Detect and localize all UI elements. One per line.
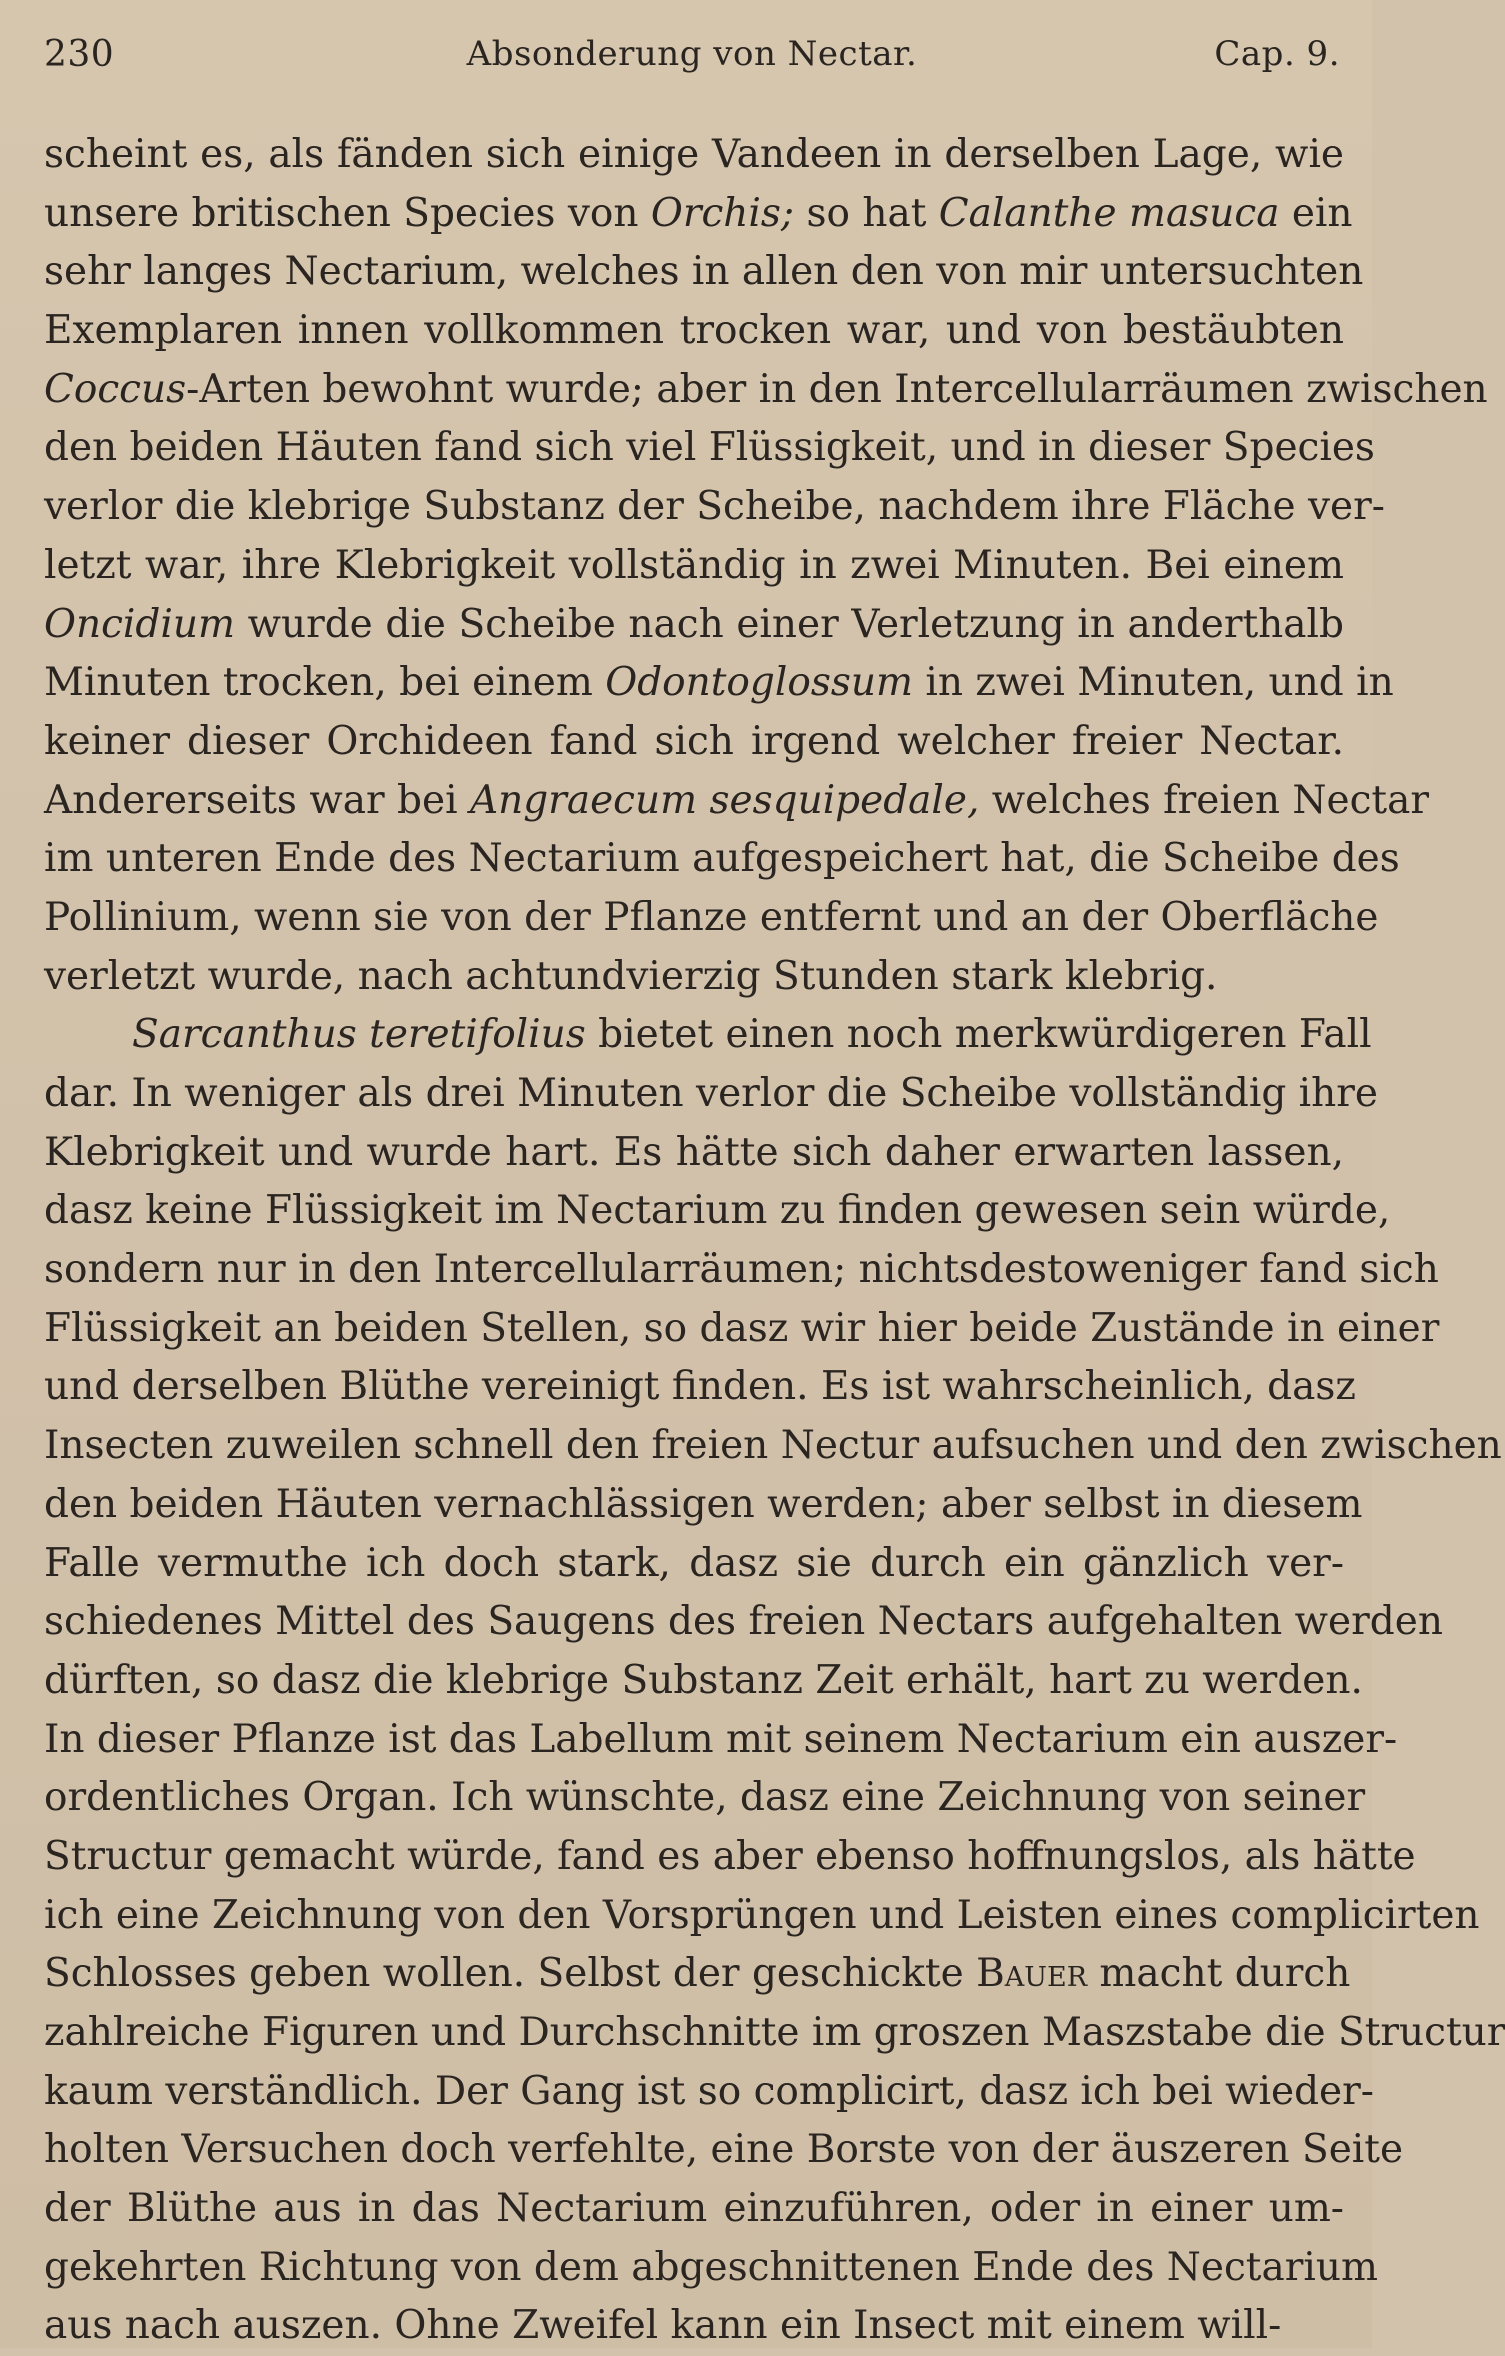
- text-segment: schiedenes Mittel des Saugens des freien Nectars aufgehalten werden: [44, 1599, 1443, 1645]
- text-segment: den beiden Häuten vernachlässigen werden; aber selbst in diesem: [44, 1481, 1363, 1527]
- text-segment: In dieser Pflanze ist das Labellum mit seinem Nectarium ein auszer-: [44, 1716, 1398, 1762]
- text-segment: Sarcanthus teretifolius: [132, 1012, 586, 1058]
- page-number: 230: [44, 34, 115, 75]
- text-segment: Angraecum sesquipedale,: [469, 777, 980, 823]
- text-segment: im unteren Ende des Nectarium aufgespeichert hat, die Scheibe des: [44, 836, 1400, 882]
- text-line: [44, 1887, 1480, 1946]
- text-line: [44, 419, 1375, 478]
- text-segment: ich eine Zeichnung von den Vorsprüngen und Leisten eines complicirten: [44, 1892, 1480, 1938]
- text-segment: gekehrten Richtung von dem abgeschnittenen Ende des Nectarium: [44, 2244, 1378, 2290]
- text-segment: wurde die Scheibe nach einer Verletzung in anderthalb: [234, 601, 1344, 647]
- text-segment: Klebrigkeit und wurde hart. Es hätte sich daher erwarten lassen,: [44, 1129, 1344, 1175]
- text-segment: Exemplaren innen vollkommen trocken war, und von bestäubten: [44, 308, 1344, 354]
- text-segment: und derselben Blüthe vereinigt finden. Es ist wahrscheinlich, dasz: [44, 1364, 1356, 1410]
- text-segment: Orchis;: [650, 190, 795, 236]
- text-segment: -Arten bewohnt wurde; aber in den Intercellularräumen zwischen: [186, 366, 1488, 412]
- text-line: [44, 2239, 1378, 2298]
- text-segment: Odontoglossum: [605, 660, 913, 706]
- text-line: [44, 1065, 1378, 1124]
- text-segment: den beiden Häuten fand sich viel Flüssigkeit, und in dieser Species: [44, 425, 1375, 471]
- text-segment: holten Versuchen doch verfehlte, eine Borste von der äuszeren Seite: [44, 2127, 1404, 2173]
- chapter-label: Cap. 9.: [1214, 34, 1340, 74]
- text-line: [44, 1476, 1363, 1535]
- text-segment: Andererseits war bei: [44, 777, 470, 823]
- text-segment: Minuten trocken, bei einem: [44, 660, 606, 706]
- text-segment: aus nach auszen. Ohne Zweifel kann ein Insect mit einem will-: [44, 2303, 1282, 2349]
- text-line: [44, 1769, 1366, 1828]
- text-line: [44, 772, 1429, 831]
- text-segment: Schlosses geben wollen. Selbst der geschickte: [44, 1951, 977, 1997]
- text-line: [44, 2004, 1505, 2063]
- text-segment: Calanthe masuca: [938, 190, 1280, 236]
- text-segment: in zwei Minuten, und in: [912, 660, 1394, 706]
- text-line: [44, 2180, 1344, 2239]
- text-segment: Insecten zuweilen schnell den freien Nectur aufsuchen und den zwischen: [44, 1423, 1502, 1469]
- text-segment: Bauer: [976, 1951, 1088, 1997]
- text-segment: der Blüthe aus in das Nectarium einzuführen, oder in einer um-: [44, 2186, 1344, 2232]
- text-segment: kaum verständlich. Der Gang ist so complicirt, dasz ich bei wieder-: [44, 2068, 1374, 2114]
- running-header: [44, 34, 1340, 84]
- text-segment: ein: [1279, 190, 1353, 236]
- text-segment: so hat: [794, 190, 939, 236]
- text-line: [44, 1124, 1344, 1183]
- text-line: [44, 1945, 1351, 2004]
- text-line: [44, 2297, 1344, 2356]
- text-line: [44, 948, 1344, 1007]
- text-segment: Coccus: [44, 366, 187, 412]
- text-segment: verlor die klebrige Substanz der Scheibe, nachdem ihre Fläche ver-: [44, 484, 1385, 530]
- text-segment: Pollinium, wenn sie von der Pflanze entfernt und an der Oberfläche: [44, 894, 1379, 940]
- text-line: [44, 126, 1344, 185]
- text-line: [44, 243, 1364, 302]
- text-line: [44, 1006, 1372, 1065]
- running-title: Absonderung von Nectar.: [466, 34, 918, 74]
- text-segment: sehr langes Nectarium, welches in allen den von mir untersuchten: [44, 249, 1364, 295]
- text-segment: Flüssigkeit an beiden Stellen, so dasz wir hier beide Zustände in einer: [44, 1305, 1440, 1351]
- text-segment: sondern nur in den Intercellularräumen; nichtsdestoweniger fand sich: [44, 1247, 1439, 1293]
- text-line: [44, 537, 1344, 596]
- text-segment: Falle vermuthe ich doch stark, dasz sie durch ein gänzlich ver-: [44, 1540, 1344, 1586]
- text-segment: verletzt wurde, nach achtundvierzig Stunden stark klebrig.: [44, 953, 1218, 999]
- text-line: [44, 302, 1344, 361]
- text-segment: Structur gemacht würde, fand es aber ebenso hoffnungslos, als hätte: [44, 1833, 1416, 1879]
- text-line: [44, 2121, 1404, 2180]
- text-line: [44, 1593, 1443, 1652]
- text-line: [44, 1828, 1416, 1887]
- text-segment: dar. In weniger als drei Minuten verlor die Scheibe vollständig ihre: [44, 1071, 1378, 1116]
- text-line: [44, 654, 1394, 713]
- text-segment: scheint es, als fänden sich einige Vandeen in derselben Lage, wie: [44, 132, 1344, 177]
- text-segment: letzt war, ihre Klebrigkeit vollständig in zwei Minuten. Bei einem: [44, 542, 1344, 588]
- text-line: [44, 1652, 1363, 1711]
- text-line: [44, 830, 1400, 889]
- text-line: [44, 1182, 1391, 1241]
- text-line: [44, 1241, 1439, 1300]
- text-segment: dürften, so dasz die klebrige Substanz Zeit erhält, hart zu werden.: [44, 1657, 1363, 1703]
- text-line: [44, 361, 1488, 420]
- text-line: [44, 1535, 1344, 1594]
- text-line: [44, 713, 1344, 772]
- text-line: [44, 1417, 1502, 1476]
- text-line: [44, 1358, 1356, 1417]
- text-segment: unsere britischen Species von: [44, 190, 651, 236]
- text-segment: welches freien Nectar: [979, 777, 1429, 823]
- page-body-text: [44, 126, 1505, 2356]
- text-line: [44, 1711, 1398, 1770]
- text-line: [44, 185, 1353, 244]
- text-segment: zahlreiche Figuren und Durchschnitte im groszen Maszstabe die Structur: [44, 2010, 1505, 2055]
- text-line: [44, 1300, 1440, 1359]
- text-line: [44, 2063, 1374, 2122]
- text-line: [44, 478, 1385, 537]
- text-segment: Oncidium: [44, 601, 235, 647]
- text-segment: ordentliches Organ. Ich wünschte, dasz eine Zeichnung von seiner: [44, 1775, 1366, 1821]
- text-line: [44, 596, 1344, 655]
- text-segment: keiner dieser Orchideen fand sich irgend welcher freier Nectar.: [44, 718, 1344, 764]
- text-segment: dasz keine Flüssigkeit im Nectarium zu finden gewesen sein würde,: [44, 1188, 1391, 1234]
- text-line: [44, 889, 1379, 948]
- text-segment: macht durch: [1087, 1951, 1351, 1997]
- text-segment: bietet einen noch merkwürdigeren Fall: [585, 1012, 1372, 1058]
